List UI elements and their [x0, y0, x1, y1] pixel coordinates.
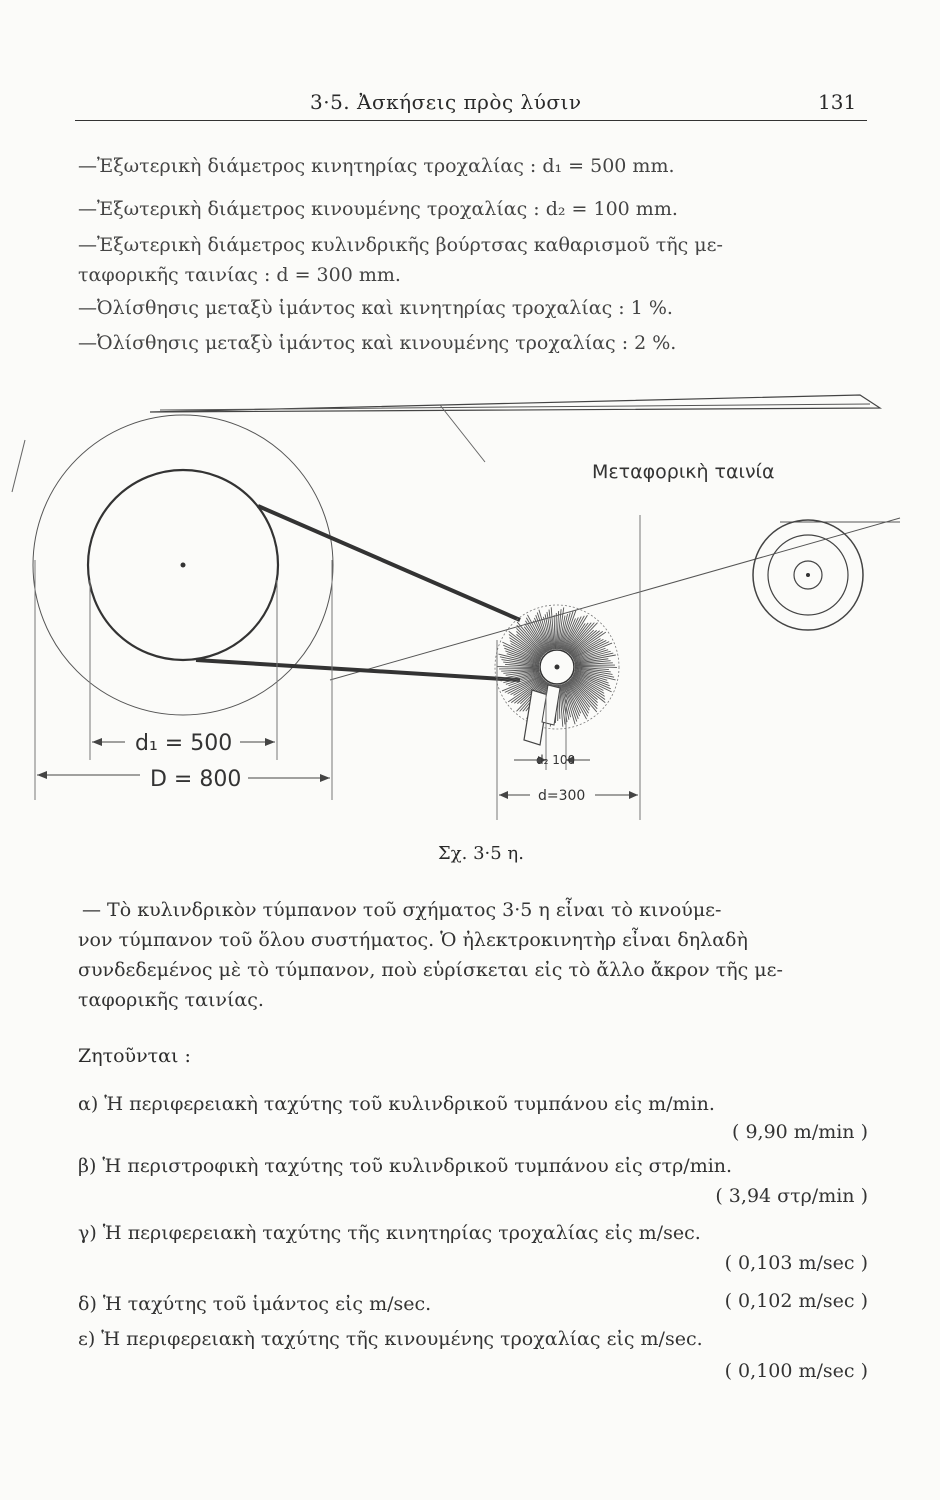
paragraph-line-4: ταφορικῆς ταινίας. — [78, 989, 264, 1011]
question-b: β) Ἡ περιστροφικὴ ταχύτης τοῦ κυλινδρικοῦ τυμπάνου εἰς στρ/min. — [78, 1155, 733, 1177]
asked-label: Ζητοῦνται : — [78, 1045, 191, 1067]
belt-strand-upper — [258, 506, 520, 620]
given-line-1: —Ἐξωτερικὴ διάμετρος κινητηρίας τροχαλίας : d₁ = 500 mm. — [78, 155, 675, 177]
figure-caption: Σχ. 3·5 η. — [438, 843, 524, 864]
dim-d-label: d=300 — [538, 788, 586, 804]
answer-e: ( 0,100 m/sec ) — [724, 1360, 868, 1382]
drive-pulley-center — [181, 563, 186, 568]
belt-label: Μεταφορικὴ ταινία — [592, 461, 775, 483]
belt-drive-figure — [0, 375, 940, 835]
question-a: α) Ἡ περιφερειακὴ ταχύτης τοῦ κυλινδρικοῦ τυμπάνου εἰς m/min. — [78, 1093, 715, 1115]
paragraph-line-3: συνδεδεμένος μὲ τὸ τύμπανον, ποὺ εὑρίσκεται εἰς τὸ ἄλλο ἄκρον τῆς με- — [78, 959, 783, 981]
question-e: ε) Ἡ περιφερειακὴ ταχύτης τῆς κινουμένης τροχαλίας εἰς m/sec. — [78, 1328, 703, 1350]
given-line-2: —Ἐξωτερικὴ διάμετρος κινουμένης τροχαλίας : d₂ = 100 mm. — [78, 198, 678, 220]
belt-label-leader — [440, 405, 485, 462]
given-line-5: —Ὀλίσθησις μεταξὺ ἱμάντος καὶ κινητηρίας τροχαλίας : 1 %. — [78, 297, 673, 319]
paragraph-line-2: νον τύμπανον τοῦ ὅλου συστήματος. Ὁ ἠλεκτροκινητὴρ εἶναι δηλαδὴ — [78, 929, 748, 951]
dim-d2-label: d₂ 100 — [536, 753, 576, 767]
question-d: δ) Ἡ ταχύτης τοῦ ἱμάντος εἰς m/sec. — [78, 1293, 432, 1315]
given-line-6: —Ὀλίσθησις μεταξὺ ἱμάντος καὶ κινουμένης τροχαλίας : 2 %. — [78, 332, 677, 354]
dim-d1-label: d₁ = 500 — [135, 731, 233, 756]
header-rule — [75, 120, 867, 121]
answer-a: ( 9,90 m/min ) — [732, 1121, 868, 1143]
answer-d: ( 0,102 m/sec ) — [724, 1290, 868, 1312]
dim-D-label: D = 800 — [150, 767, 242, 792]
conveyor-belt-lower — [330, 518, 900, 680]
running-header-title: 3·5. Ἀσκήσεις πρὸς λύσιν — [310, 90, 582, 114]
answer-b: ( 3,94 στρ/min ) — [715, 1185, 868, 1207]
given-line-3: —Ἐξωτερικὴ διάμετρος κυλινδρικῆς βούρτσας καθαρισμοῦ τῆς με- — [78, 234, 723, 256]
answer-c: ( 0,103 m/sec ) — [724, 1252, 868, 1274]
page-number: 131 — [818, 90, 857, 114]
question-c: γ) Ἡ περιφερειακὴ ταχύτης τῆς κινητηρίας τροχαλίας εἰς m/sec. — [78, 1222, 701, 1244]
given-line-4: ταφορικῆς ταινίας : d = 300 mm. — [78, 264, 401, 286]
belt-strand-lower — [196, 660, 520, 680]
description-paragraph — [78, 895, 870, 1015]
paragraph-line-1: — Τὸ κυλινδρικὸν τύμπανον τοῦ σχήματος 3·5 η εἶναι τὸ κινούμε- — [82, 899, 722, 921]
